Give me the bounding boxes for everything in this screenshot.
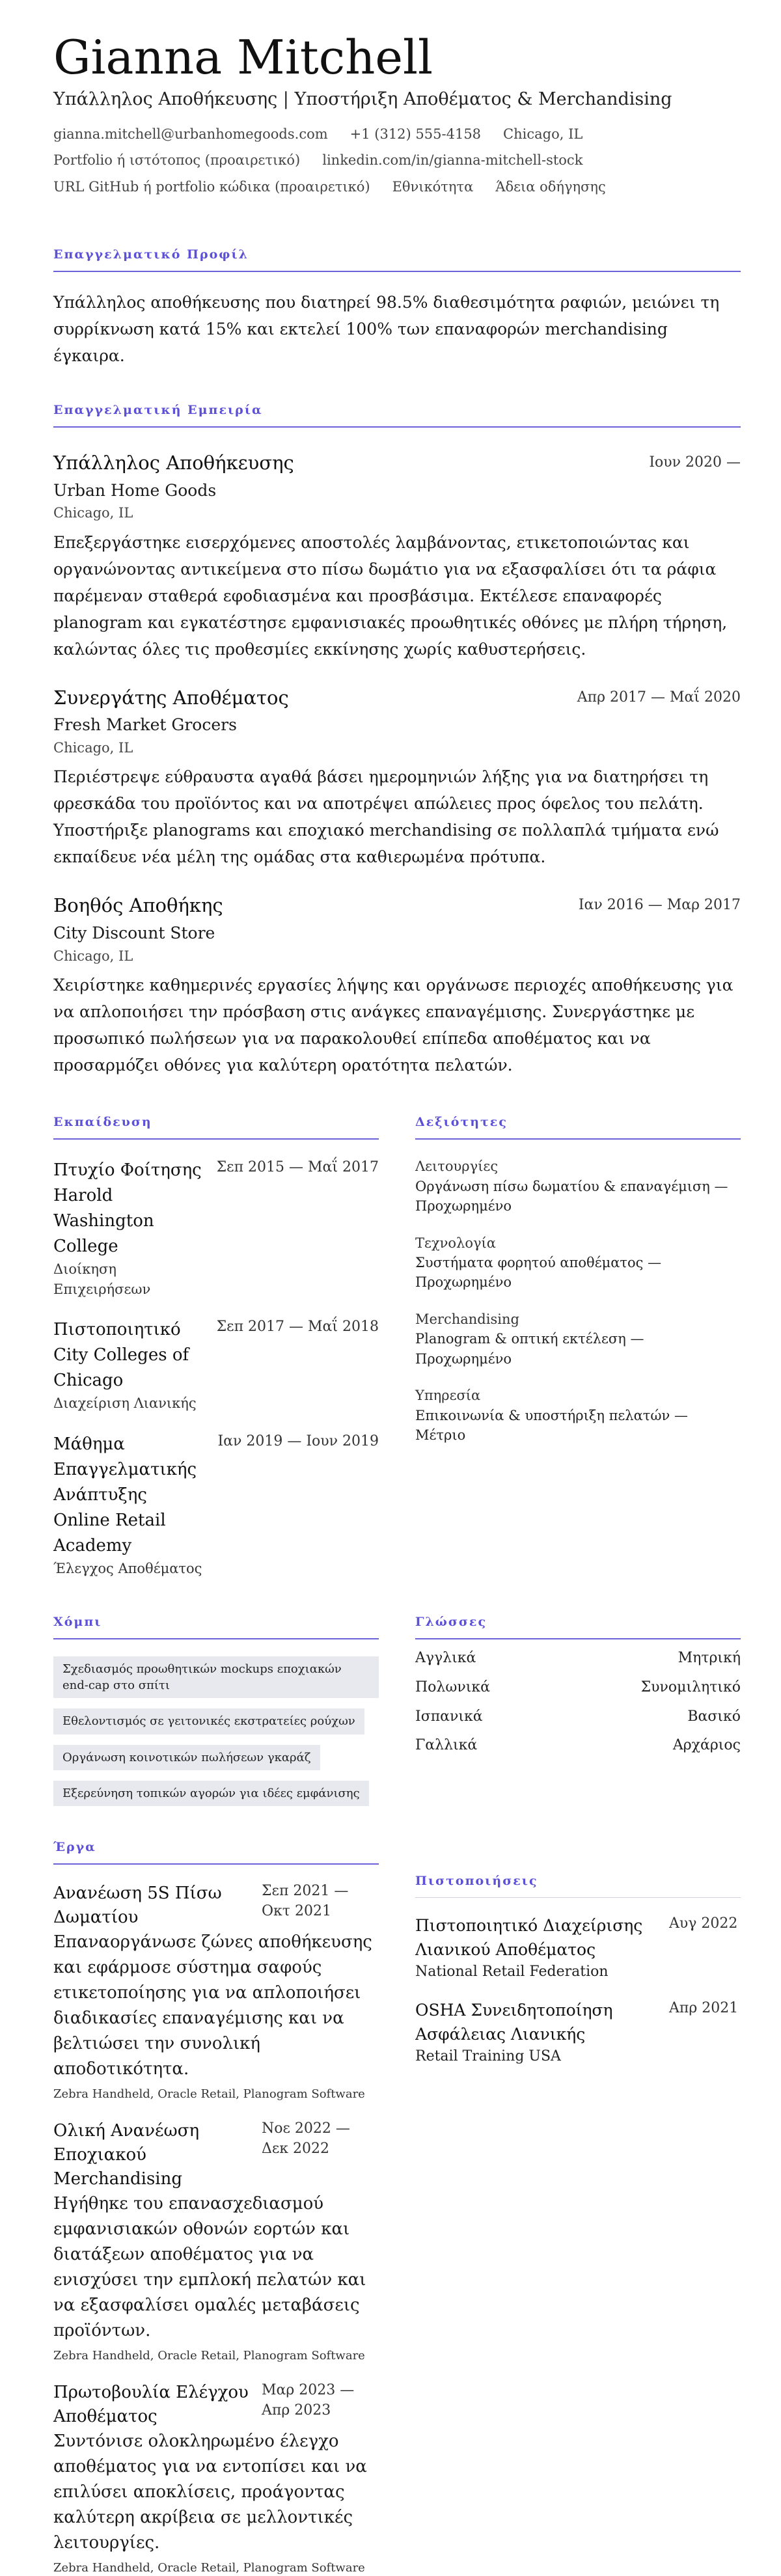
language-row bbox=[415, 1736, 741, 1756]
contact-github[interactable]: URL GitHub ή portfolio κώδικα (προαιρετικό) bbox=[53, 178, 370, 195]
project-entry bbox=[53, 2381, 379, 2576]
education-section bbox=[53, 1115, 379, 1578]
project-description: Ηγήθηκε του επανασχεδιασμού εμφανισιακών οθονών εορτών και διατάξεων αποθέματος για να ενισχύσει την εμπλοκή πελατών και να εξασφαλίσει ομαλές μεταβάσεις προϊόντων. bbox=[53, 2193, 366, 2340]
certification-issuer: Retail Training USA bbox=[415, 2048, 561, 2064]
job-dates: Απρ 2017 — Μαΐ 2020 bbox=[577, 689, 741, 706]
skill-items: Επικοινωνία & υποστήριξη πελατών — Μέτριο bbox=[415, 1407, 688, 1444]
education-dates: Σεπ 2015 — Μαΐ 2017 bbox=[216, 1159, 379, 1176]
skill-category: Merchandising bbox=[415, 1311, 519, 1327]
project-dates: Σεπ 2021 — Οκτ 2021 bbox=[262, 1882, 349, 1919]
contact-email[interactable]: gianna.mitchell@urbanhomegoods.com bbox=[53, 126, 328, 142]
language-level: Μητρική bbox=[678, 1649, 741, 1666]
experience-section bbox=[53, 403, 741, 1078]
certification-date: Αυγ 2022 bbox=[669, 1915, 738, 1932]
education-skills-row bbox=[53, 1115, 741, 1578]
job-location: Chicago, IL bbox=[53, 948, 133, 964]
education-dates: Σεπ 2017 — Μαΐ 2018 bbox=[216, 1319, 379, 1336]
certification-date: Απρ 2021 bbox=[669, 1999, 739, 2016]
certifications-section bbox=[415, 1840, 741, 2576]
project-title: Ανανέωση 5S Πίσω Δωματίου bbox=[53, 1883, 222, 1927]
skill-category: Λειτουργίες bbox=[415, 1158, 499, 1175]
hobbies-languages-row bbox=[53, 1615, 741, 1806]
job-location: Chicago, IL bbox=[53, 505, 133, 521]
job-entry bbox=[53, 686, 741, 871]
candidate-name: Gianna Mitchell bbox=[53, 30, 433, 85]
job-location: Chicago, IL bbox=[53, 740, 133, 756]
contact-location: Chicago, IL bbox=[503, 126, 583, 142]
project-entry bbox=[53, 1882, 379, 2102]
project-tech: Zebra Handheld, Oracle Retail, Planogram Software bbox=[53, 2087, 365, 2101]
contact-row bbox=[53, 125, 741, 144]
job-title: Συνεργάτης Αποθέματος bbox=[53, 686, 289, 709]
project-dates: Νοε 2022 — Δεκ 2022 bbox=[262, 2120, 350, 2157]
profile-section bbox=[53, 247, 741, 369]
certification-name: OSHA Συνειδητοποίηση Ασφάλειας Λιανικής bbox=[415, 2000, 613, 2044]
contact-portfolio[interactable]: Portfolio ή ιστότοπος (προαιρετικό) bbox=[53, 152, 301, 169]
contact-row bbox=[53, 178, 741, 197]
project-tech: Zebra Handheld, Oracle Retail, Planogram Software bbox=[53, 2348, 365, 2363]
skill-group bbox=[415, 1157, 741, 1216]
skill-group bbox=[415, 1386, 741, 1445]
skills-section bbox=[415, 1115, 741, 1578]
job-dates: Ιουν 2020 — bbox=[649, 454, 741, 471]
certification-name: Πιστοποιητικό Διαχείρισης Λιανικού Αποθέματος bbox=[415, 1915, 643, 1960]
profile-summary: Υπάλληλος αποθήκευσης που διατηρεί 98.5% διαθεσιμότητα ραφιών, μειώνει τη συρρίκνωση κατά 15% και εκτελεί 100% των επαναφορών merchandising έγκαιρα. bbox=[53, 292, 720, 365]
job-description: Επεξεργάστηκε εισερχόμενες αποστολές λαμβάνοντας, ετικετοποιώντας και οργανώνοντας αντικείμενα στο πίσω δωμάτιο για να εξασφαλίσει ότι τα ράφια παρέμεναν σταθερά εφοδιασμένα και προσβάσιμα. Εκτέλεσε επαναφορές planogram και εγκατέστησε εμφανισιακές προωθητικές οθόνες με πλήρη τήρηση, καλώντας όλες τις προθεσμίες εκκίνησης χωρίς καθυστερήσεις. bbox=[53, 532, 728, 659]
skill-group bbox=[415, 1309, 741, 1369]
resume-header bbox=[53, 31, 741, 197]
contact-row bbox=[53, 151, 741, 170]
skill-items: Συστήματα φορητού αποθέματος — Προχωρημένο bbox=[415, 1254, 662, 1291]
education-dates: Ιαν 2019 — Ιουν 2019 bbox=[217, 1432, 379, 1449]
projects-heading: Έργα bbox=[53, 1840, 379, 1865]
language-level: Αρχάριος bbox=[672, 1737, 741, 1754]
project-title: Πρωτοβουλία Ελέγχου Αποθέματος bbox=[53, 2382, 249, 2426]
job-description: Περιέστρεψε εύθραυστα αγαθά βάσει ημερομηνιών λήξης για να διατηρήσει τη φρεσκάδα του προϊόντος και να αποτρέψει απώλειες προς όφελος του πελάτη. Υποστήριξε planograms και εποχιακό merchandising σε πολλαπλά τμήματα ενώ εκπαίδευε νέα μέλη της ομάδας στα καθιερωμένα πρότυπα. bbox=[53, 767, 719, 867]
job-company: City Discount Store bbox=[53, 924, 215, 943]
certification-entry bbox=[415, 1913, 741, 1982]
project-title: Ολική Ανανέωση Εποχιακού Merchandising bbox=[53, 2120, 200, 2189]
language-level: Συνομιλητικό bbox=[640, 1679, 741, 1695]
contact-phone[interactable]: +1 (312) 555-4158 bbox=[349, 126, 482, 142]
language-name: Αγγλικά bbox=[415, 1649, 476, 1666]
education-field: Διοίκηση Επιχειρήσεων bbox=[53, 1261, 151, 1297]
education-degree: Πτυχίο Φοίτησης bbox=[53, 1160, 202, 1181]
education-entry bbox=[53, 1432, 379, 1578]
language-level: Βασικό bbox=[687, 1708, 741, 1725]
contact-nationality: Εθνικότητα bbox=[392, 178, 474, 195]
skill-category: Τεχνολογία bbox=[415, 1235, 496, 1251]
projects-section bbox=[53, 1840, 379, 2576]
contact-driving-license: Άδεια οδήγησης bbox=[495, 178, 606, 195]
hobby-tag: Εθελοντισμός σε γειτονικές εκστρατείες ρούχων bbox=[53, 1708, 364, 1734]
hobbies-section bbox=[53, 1615, 379, 1806]
project-description: Συντόνισε ολοκληρωμένο έλεγχο αποθέματος για να εντοπίσει και να επιλύσει αποκλίσεις, προάγοντας καλύτερη ακρίβεια σε μελλοντικές λειτουργίες. bbox=[53, 2431, 367, 2553]
languages-heading: Γλώσσες bbox=[415, 1615, 741, 1639]
project-dates: Μαρ 2023 — Απρ 2023 bbox=[262, 2381, 355, 2418]
project-description: Επαναοργάνωσε ζώνες αποθήκευσης και εφάρμοσε σύστημα σαφούς ετικετοποίησης για να απλοποιήσει διαδικασίες επαναγέμισης και να βελτιώσει την συνολική αποδοτικότητα. bbox=[53, 1932, 372, 2079]
job-title: Βοηθός Αποθήκης bbox=[53, 894, 223, 917]
language-name: Πολωνικά bbox=[415, 1679, 490, 1695]
job-company: Urban Home Goods bbox=[53, 480, 217, 500]
hobby-tag: Σχεδιασμός προωθητικών mockups εποχιακών end-cap στο σπίτι bbox=[53, 1656, 379, 1698]
hobby-tag: Εξερεύνηση τοπικών αγορών για ιδέες εμφάνισης bbox=[53, 1781, 369, 1806]
education-entry bbox=[53, 1317, 379, 1413]
job-dates: Ιαν 2016 — Μαρ 2017 bbox=[578, 897, 741, 914]
language-row bbox=[415, 1707, 741, 1727]
project-entry bbox=[53, 2119, 379, 2364]
project-tech: Zebra Handheld, Oracle Retail, Planogram Software bbox=[53, 2560, 365, 2575]
languages-section bbox=[415, 1615, 741, 1806]
resume-page bbox=[53, 31, 741, 2576]
skill-items: Οργάνωση πίσω δωματίου & επαναγέμιση — Προχωρημένο bbox=[415, 1178, 728, 1214]
job-entry bbox=[53, 894, 741, 1078]
job-description: Χειρίστηκε καθημερινές εργασίες λήψης και οργάνωσε περιοχές αποθήκευσης για να απλοποιήσει την πρόσβαση στις ανάγκες επαναγέμισης. Συνεργάστηκε με προσωπικό πωλήσεων για να παρακολουθεί επίπεδα αποθέματος και να προσαρμόζει οθόνες για καλύτερη ορατότητα πελατών. bbox=[53, 976, 733, 1075]
education-field: Έλεγχος Αποθέματος bbox=[53, 1560, 202, 1576]
skill-items: Planogram & οπτική εκτέλεση — Προχωρημένο bbox=[415, 1331, 644, 1367]
language-row bbox=[415, 1649, 741, 1669]
language-name: Γαλλικά bbox=[415, 1737, 478, 1754]
education-school: Harold Washington College bbox=[53, 1186, 154, 1257]
hobby-tag: Οργάνωση κοινοτικών πωλήσεων γκαράζ bbox=[53, 1745, 320, 1770]
hobbies-heading: Χόμπι bbox=[53, 1615, 379, 1639]
education-school: City Colleges of Chicago bbox=[53, 1345, 189, 1391]
certifications-heading: Πιστοποιήσεις bbox=[415, 1874, 741, 1898]
job-entry bbox=[53, 451, 741, 663]
experience-heading: Επαγγελματική Εμπειρία bbox=[53, 403, 741, 428]
language-row bbox=[415, 1678, 741, 1698]
education-degree: Μάθημα Επαγγελματικής Ανάπτυξης bbox=[53, 1434, 197, 1505]
job-company: Fresh Market Grocers bbox=[53, 715, 237, 735]
certification-entry bbox=[415, 1998, 741, 2067]
job-title: Υπάλληλος Αποθήκευσης bbox=[53, 451, 294, 474]
skills-heading: Δεξιότητες bbox=[415, 1115, 741, 1140]
education-heading: Εκπαίδευση bbox=[53, 1115, 379, 1140]
candidate-title: Υπάλληλος Αποθήκευσης | Υποστήριξη Αποθέματος & Merchandising bbox=[53, 89, 672, 109]
projects-certifications-row bbox=[53, 1840, 741, 2576]
education-school: Online Retail Academy bbox=[53, 1510, 166, 1555]
certification-issuer: National Retail Federation bbox=[415, 1963, 609, 1980]
education-degree: Πιστοποιητικό bbox=[53, 1320, 181, 1340]
education-entry bbox=[53, 1158, 379, 1299]
contact-linkedin[interactable]: linkedin.com/in/gianna-mitchell-stock bbox=[322, 152, 583, 169]
profile-heading: Επαγγελματικό Προφίλ bbox=[53, 247, 741, 272]
skill-category: Υπηρεσία bbox=[415, 1388, 481, 1404]
language-name: Ισπανικά bbox=[415, 1708, 483, 1725]
skill-group bbox=[415, 1233, 741, 1293]
education-field: Διαχείριση Λιανικής bbox=[53, 1395, 197, 1412]
